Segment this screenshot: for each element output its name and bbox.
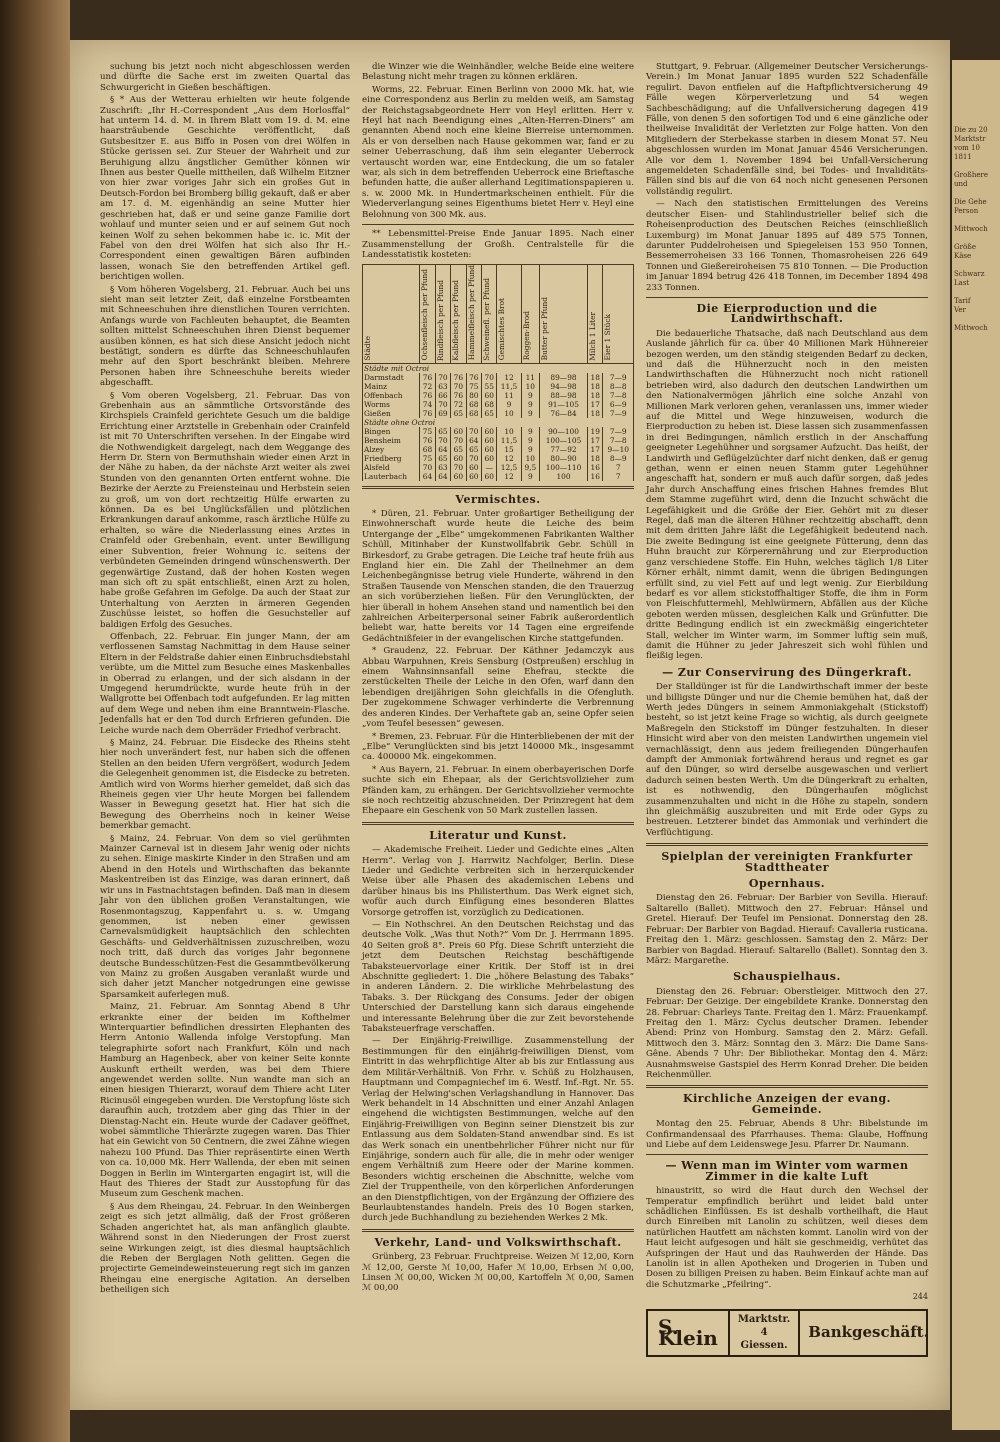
subheading-schauspielhaus: Schauspielhaus.: [733, 970, 841, 984]
paragraph: die Winzer wie die Weinhändler, welche Beide eine weitere Belastung nicht mehr tragen zu können erklären.: [362, 62, 634, 83]
price-cell: 12: [497, 472, 521, 481]
price-table-title: ** Lebensmittel-Preise Ende Januar 1895. Nach einer Zusammenstellung der Großh. Centralstelle für die Landesstatistik kosteten:: [362, 229, 634, 260]
paragraph: Montag den 25. Februar, Abends 8 Uhr: Bibelstunde im Confirmandensaal des Pfarrhauses. Thema: Glaube, Hoffnung und Liebe auf dem Leidenswege Jesu. Pfarrer Dr. Naumann.: [646, 1119, 928, 1150]
paragraph: Dienstag den 26. Februar: Oberstleiger. Mittwoch den 27. Februar: Der Geizige. Der eingebildete Kranke. Donnerstag den 28. Februar: Charleys Tante. Freitag den 1. März: Frauenkampf. Freitag den 1. März: Cyclus deutscher Dramen. Iebender Abend: Prinz von Homburg. Samstag den 2. März: Gefall. Mittwoch den 3. März: Sonntag den 3. März: Die Dame Sans-Gêne. Abends 7 Uhr: Der Bibliothekar. Montag den 4. März: Ausnahmsweise Gastspiel des Herrn Konrad Dreher. Die beiden Reichenmüller.: [646, 986, 928, 1080]
column-header: Städte: [363, 336, 372, 361]
price-cell: 94—98: [540, 382, 588, 391]
price-cell: 60: [466, 472, 481, 481]
price-cell: 65: [481, 409, 496, 418]
price-cell: 68: [481, 400, 496, 409]
city-cell: Bensheim: [363, 436, 420, 445]
price-cell: 9: [497, 400, 521, 409]
section-heading-spielplan: Spielplan der vereinigten Frankfurter Stadttheater: [661, 850, 913, 874]
ad-city: Giessen.: [740, 1340, 788, 1352]
price-cell: 9: [521, 409, 539, 418]
price-cell: 8—9: [603, 454, 634, 463]
price-cell: 12: [497, 454, 521, 463]
price-cell: 65: [451, 445, 466, 454]
column-header: Roggen-Brod: [521, 311, 531, 361]
price-cell: 70: [451, 382, 466, 391]
paragraph: suchung bis jetzt noch nicht abgeschlossen werden und dürfte die Sache erst im zweiten Quartal das Schwurgericht in Gießen beschäftigen.: [100, 62, 350, 93]
price-cell: 7—9: [603, 373, 634, 382]
price-cell: 70: [466, 454, 481, 463]
price-cell: 19: [588, 427, 603, 436]
price-table-header: [363, 265, 634, 363]
price-table: [362, 264, 634, 480]
price-cell: 65: [435, 427, 450, 436]
section-heading-verkehr: Verkehr, Land- und Volkswirthschaft.: [374, 1235, 622, 1249]
price-cell: 18: [588, 409, 603, 418]
price-cell: 80—90: [540, 454, 588, 463]
table-row: [363, 409, 634, 418]
price-cell: 12,5: [497, 463, 521, 472]
paragraph: Mainz, 21. Februar. Am Sonntag Abend 8 Uhr erkrankte einer der beiden im Kofthelmer Winterquartier befindlichen dressirten Elephanten des Herrn Antonio Wallenda infolge Verstopfung. Man telegraphirte sofort nach Frankfurt, Köln und nach Hamburg an Hagenbeck, aber von keiner Seite konnte Auskunft ertheilt werden, was bei dem Thiere angewendet werden sollte. Nun wandte man sich an einen hiesigen Thierarzt, worauf dem Thiere acht Liter Ricinusöl eingegeben wurden. Die Verstopfung löste sich daraufhin auch, trotzdem aber ging das Thier in der Dienstag-Nacht ein. Heute wurde der Cadaver geöffnet, wobei sämmtliche Thierärzte zugegen waren. Das Thier hat ein Gewicht von 50 Centnern, die zwei Zähne wiegen nahezu 100 Pfund. Das Thier repräsentirte einen Werth von ca. 10,000 Mk. Herr Wallenda, der eben mit seinen Doggen in Berlin im Wintergarten engagirt ist, will die Haut des Thieres der Stadt zur Ausstopfung für das Museum zum Geschenk machen.: [100, 1002, 350, 1200]
paragraph: * Aus Bayern, 21. Februar. In einem oberbayerischen Dorfe suchte sich ein Ehepaar, als der Gerichtsvollzieher zum Pfänden kam, zu erhängen. Der Gerichtsvollzieher vermochte sie noch rechtzeitig abzuschneiden. Der Prinzregent hat dem Ehepaare ein Geschenk von 50 Mark zustellen lassen.: [362, 764, 634, 817]
table-row: [363, 373, 634, 382]
price-cell: 10: [497, 427, 521, 436]
price-cell: 6—9: [603, 400, 634, 409]
price-cell: 76: [420, 391, 435, 400]
price-cell: 18: [588, 391, 603, 400]
price-cell: 11,5: [497, 436, 521, 445]
price-cell: 60: [481, 472, 496, 481]
paragraph: Die bedauerliche Thatsache, daß nach Deutschland aus dem Auslande jährlich für ca. über 40 Millionen Mark Hühnereier bezogen werden, um den ständig steigenden Bedarf zu decken, und daß die Hühnerzucht noch in den meisten Landwirthschaften die Hühnerzucht noch nicht rationell betrieben wird, also dadurch den deutschen Landwirthen um den Nationalvermögen jährlich eine solche Anzahl von Millionen Mark verloren gehen, veranlassen uns, immer wieder auf die Mittel und Wege hinzuweisen, wodurch die Eierproduction zu heben ist. Diese lassen sich zusammenfassen in drei Bedingungen, nämlich erstlich in der Anschaffung geeigneter Legehühner und sorgsamer Aufzucht. Das heißt, der Landwirth und Geflügelzüchter darf nicht denken, daß er genug gethan, wenn er einen neuen Stamm guter Legehühner angeschafft hat, sondern er muß auch dafür sorgen, daß jedes Jahr durch Anschaffung eines frischen Hahnes fremdes Blut dem Stamme zugeführt wird, denn die Inzucht schwächt die Legefähigkeit und die Größe der Eier. Gehört mit zu dieser Regel, daß man die älteren Hühner rechtzeitig abschafft, denn mit dem dritten Jahre läßt die Legefähigkeit bedeutend nach. Die zweite Bedingung ist eine geeignete Fütterung, denn das Huhn braucht zur Körperernährung und zur Eierproduction ganz verschiedene Stoffe. Ein Huhn, welches täglich 1/8 Liter Körner erhält, nimmt damit, wenn die übrigen Bedingungen erfüllt sind, zu viel Fett auf und legt wenig. Zur Eierbildung bedarf es vor allem stickstoffhaltiger Stoffe, die ihm in Form von Fleischfuttermehl, Mehlwürmern, Abfällen aus der Küche geboten werden müssen, desgleichen Kalk und Grünfutter. Die dritte Bedingung endlich ist ein zweckmäßig eingerichteter Stall, welcher im Winter warm, im Sommer luftig sein muß, damit die Hühner zu jeder Jahreszeit sich wohl fühlen und fleißig legen.: [646, 328, 928, 662]
price-cell: 9: [521, 472, 539, 481]
table-row-group: [363, 363, 634, 373]
price-cell: 11: [521, 373, 539, 382]
price-cell: 64: [435, 472, 450, 481]
paragraph: § Vom höheren Vogelsberg, 21. Februar. Auch bei uns sieht man seit letzter Zeit, daß einzelne Forstbeamten mit Schneeschuhen ihre dienstlichen Touren verrichten. Anfangs wurde von Fachleuten behauptet, die Beamten sollten mittelst Schneeschuhen ihren Dienst bequemer ausüben können, es hat sich diese Ansicht jedoch nicht bestätigt, sondern es dürfte das Schneeschuhlaufen mehr auf den Sport beschränkt bleiben. Mehrere Personen haben ihre Schneeschuhe bereits wieder abgeschafft.: [100, 284, 350, 389]
price-cell: 77—92: [540, 445, 588, 454]
table-row: [363, 436, 634, 445]
price-cell: 70: [420, 463, 435, 472]
price-cell: 7—9: [603, 427, 634, 436]
price-cell: 9—10: [603, 445, 634, 454]
price-cell: 17: [588, 436, 603, 445]
city-cell: Worms: [363, 400, 420, 409]
paragraph: * Bremen, 23. Februar. Für die Hinterbliebenen der mit der „Elbe“ Verunglückten sind bis jetzt 140000 Mk., insgesammt ca. 400000 Mk. eingekommen.: [362, 731, 634, 763]
price-cell: 12: [497, 373, 521, 382]
price-cell: 60: [466, 463, 481, 472]
price-cell: 100—110: [540, 463, 588, 472]
table-row: [363, 427, 634, 436]
paragraph: Worms, 22. Februar. Einen Berlinn von 2000 Mk. hat, wie eine Correspondenz aus Berlin zu melden weiß, am Samstag der Reichstagsabgeordnete Herr von Heyl erlitten. Herr v. Heyl hat nach Beendigung eines „Alten-Herren-Diners“ am genannten Abend noch eine kleine Bierreise unternommen. Als er von derselben nach Hause gekommen war, fand er zu seiner Ueberraschung, daß ihm sein eleganter Ueberrock vertauscht worden war, eine Entdeckung, die um so fataler war, als sich in dem betreffenden Ueberrock eine Brieftasche befunden hatte, die außer allerhand Legitimationspapieren u. s. w. 2000 Mk. in Hundertmarkscheinen enthielt. Für die Wiederverlangung seines Eigenthums bietet Herr v. Heyl eine Belohnung von 300 Mk. aus.: [362, 84, 634, 220]
paragraph: Der Stalldünger ist für die Landwirthschaft immer der beste und billigste Dünger und nur die Chemie bemühen hat, daß der Werth jedes Düngers in seinem Ammoniakgehalt (Stickstoff) besteht, so ist jetzt keine Frage so wichtig, als durch geeignete Maßregeln den Stickstoff im Dünger festzuhalten. In dieser Hinsicht wird aber von den meisten Landwirthen ungemein viel vernachlässigt, denn aus jedem freiliegenden Düngerhaufen dampft der Ammoniak fortwährend heraus und regnet es gar auf den Dünger, so wird derselbe ausgewaschen und verliert dadurch seinen besten Werth. Um die Düngerkraft zu erhalten, ist es nothwendig, den Düngerhaufen möglichst zusammenzuhalten und nicht in die Höhe zu stapeln, sondern ihn gleichmäßig auszubreiten und mit Erde oder Gyps zu bestreuen. Letzterer bindet das Ammoniak und verhindert die Verflüchtigung.: [646, 682, 928, 838]
price-cell: 65: [451, 409, 466, 418]
price-cell: 11,5: [497, 382, 521, 391]
price-cell: 90—100: [540, 427, 588, 436]
paragraph: § * Aus der Wetterau erhielten wir heute folgende Zuschrift: „Ihr H.-Correspondent „Aus dem Horlosffal“ hat unterm 14. d. M. in Ihrem Blatt vom 19. d. M. eine haarsträubende Geschichte veröffentlicht, daß Gutsbesitzer E. aus Biffo in Posen von drei Wölfen in Stücke gerissen sei. Zur Steuer der Wahrheit und zur Beruhigung allzu ängstlicher Gemüther können wir Ihnen aus bester Quelle mittheilen, daß Wilhelm Eitzner von hier zwar voriges Jahr sich ein großes Gut in Deutsch-Fordon bei Bromberg billig gekauft, daß er aber am 17. d. M. eigenhändig an seine Mutter hier geschrieben hat, daß er und seine ganze Familie dort wohlauf und munter seien und er auf seinem Gut noch keinen Wolf zu sehen bekommen habe ic. ic. Mit der Fabel von den drei Wölfen hat sich also Ihr H.-Correspondent einen gewaltigen Bären aufbinden lassen, wonach Sie den betreffenden Artikel gefl. berichtigen wollen.: [100, 95, 350, 283]
group-label: Städte ohne Octroi: [363, 418, 634, 427]
price-cell: 7: [603, 472, 634, 481]
price-cell: 72: [420, 382, 435, 391]
column-1: [100, 62, 350, 1298]
paragraph: Dienstag den 26. Februar: Der Barbier von Sevilla. Hierauf: Saltarello (Ballet). Mittwoch den 27. Februar: Hänsel und Gretel. Hierauf: Der Teufel im Pensionat. Donnerstag den 28. Februar: Der Barbier von Bagdad. Hierauf: Cavalleria rusticana. Freitag den 1. März: geschlossen. Samstag den 2. März: Der Barbier von Bagdad. Hierauf: Saltarello (Ballet). Sonntag den 3. März: Margarethe.: [646, 893, 928, 966]
price-cell: 17: [588, 400, 603, 409]
subheading-opernhaus: Opernhaus.: [748, 877, 826, 891]
price-cell: 76—84: [540, 409, 588, 418]
column-3: [646, 62, 928, 1363]
price-cell: 75: [420, 454, 435, 463]
price-cell: 68: [420, 445, 435, 454]
price-cell: 9,5: [521, 463, 539, 472]
price-cell: 10: [497, 409, 521, 418]
paragraph: Grünberg, 23 Februar. Fruchtpreise. Weizen ℳ 12,00, Korn ℳ 12,00, Gerste ℳ 10,00, Hafer ℳ 10,00, Erbsen ℳ 0,00, Linsen ℳ 00,00, Wicken ℳ 00,00, Kartoffeln ℳ 0,00, Samen ℳ 00,00: [362, 1252, 634, 1294]
price-cell: 60: [481, 445, 496, 454]
price-cell: 65: [466, 445, 481, 454]
price-cell: 75: [420, 427, 435, 436]
price-cell: 60: [451, 427, 466, 436]
price-cell: 9: [521, 445, 539, 454]
section-heading-kirche: Kirchliche Anzeigen der evang. Gemeinde.: [683, 1092, 891, 1116]
table-row: [363, 472, 634, 481]
price-cell: 9: [521, 391, 539, 400]
price-cell: 68: [466, 409, 481, 418]
paragraph: § Mainz, 24. Februar. Von dem so viel gerühmten Mainzer Carneval ist in diesem Jahr wenig oder nichts zu sehen. Einige maskirte Kinder in den Straßen und am Abend in den Hotels und Wirthschaften das bekannte Maskentreiben ist das Einzige, was daran erinnert, daß wir uns in Fastnachtstagen befinden. Daß man in diesem Jahr von den üblichen großen Veranstaltungen, wie Rosenmontagszug, Kappenfahrt u. s. w. Umgang genommen, ist neben einer gewissen Carnevalsmüdigkeit hauptsächlich den schlechten Geschäfts- und Geldverhältnissen zuzuschreiben, wozu noch tritt, daß durch das voriges Jahr begonnene deutsche Bundesschützen-Fest die Gesammtbevölkerung von Mainz zu großen Ausgaben veranlaßt wurde und sich daher jetzt Mancher notgedrungen eine gewisse Sparsamkeit auferlegen muß.: [100, 833, 350, 1000]
price-cell: 60: [451, 472, 466, 481]
paragraph: § Vom oberen Vogelsberg, 21. Februar. Das von Grebenhain aus an sämmtliche Ortsvorstände des Kirchspiels Crainfeld gerichtete Gesuch um die baldige Errichtung einer Arztstelle in Grebenhain oder Crainfeld ist mit 70 Unterschriften versehen. In der Eingabe wird die Nothwendigkeit dargelegt, nach dem Weggange des Herrn Dr. Stern von Bermuthshain wieder einen Arzt in der Nähe zu haben, da der nächste Arzt weiter als zwei Stunden von den genannten Orten entfernt wohne. Die Bezirke der Aerzte zu Freiensteinau und Herbstein seien zu groß, um von dort rechtzeitig Hülfe erwarten zu können. Da es bei Unglücksfällen und plötzlichen Erkrankungen darauf ankomme, rasch ärztliche Hülfe zu erhalten, so wäre die Niederlassung eines Arztes in Crainfeld oder Grebenhain, event. unter Bewilligung einer Subvention, freier Wohnung ic. seitens der verbündeten Gemeinden dringend wünschenswerth. Der gegenwärtige Zustand, daß der hohen Kosten wegen man sich oft zu spät entschließt, einen Arzt zu holen, habe große Gefahren im Gefolge. Da auch der Staat zur Unterhaltung von Aerzten in ärmeren Gegenden Zuschüsse leistet, so hoffen die Gesuchsteller auf baldigen Erfolg des Gesuches.: [100, 390, 350, 630]
price-cell: 76: [466, 373, 481, 382]
price-cell: 68: [466, 400, 481, 409]
price-cell: 69: [435, 409, 450, 418]
table-row: [363, 445, 634, 454]
price-cell: 7—8: [603, 436, 634, 445]
ad-address: [730, 1311, 800, 1355]
price-cell: 7—8: [603, 391, 634, 400]
adjacent-page-edge: [952, 60, 1000, 1430]
paragraph: — Akademische Freiheit. Lieder und Gedichte eines „Alten Herrn“. Verlag von J. Harrwitz Nachfolger, Berlin. Diese Lieder und Gedichte verbreiten sich in herzerquickender Weise über alle Phasen des akademischen Lebens und darüber hinaus bis ins Philisterthum. Das Werk eignet sich, wofür auch durch Einfügung eines besonderen Blattes Vorsorge getroffen ist, vorzüglich zu Dedicationen.: [362, 845, 634, 918]
city-cell: Bingen: [363, 427, 420, 436]
price-cell: 60: [451, 454, 466, 463]
price-cell: 74: [420, 400, 435, 409]
column-header: Ochsenfleisch per Pfund: [420, 269, 430, 361]
price-cell: 70: [435, 400, 450, 409]
price-cell: 64: [466, 436, 481, 445]
paragraph: § Mainz, 24. Februar. Die Eisdecke des Rheins steht hier noch unverändert fest, nur haben sich die offenen Stellen an den beiden Ufern vergrößert, wodurch Jedem die Gelegenheit genommen ist, die Eisdecke zu betreten. Amtlich wird von Worms hierher gemeldet, daß sich das Rheineis gegen vier Uhr heute Morgen bei fallendem Wasser in Bewegung gesetzt hat. Hier hat sich die Bewegung des Oberrheins noch in keiner Weise bemerkbar gemacht.: [100, 738, 350, 832]
column-header: Milch 1 Liter: [588, 311, 598, 361]
price-cell: 10: [521, 454, 539, 463]
paragraph: § Aus dem Rheingau, 24. Februar. In den Weinbergen zeigt es sich jetzt allmälig, daß der Frost größeren Schaden angerichtet hat, als man anfänglich glaubte. Während sonst in den Niederungen der Frost zuerst seine Wirkungen zeigt, ist dies diesmal hauptsächlich die Reben der Berglagen Noth gelitten. Gegen die projectirte Gemeindeweinsteuerung regt sich im ganzen Rheingau eine energische Agitation. An derselben betheiligen sich: [100, 1201, 350, 1296]
price-cell: 65: [435, 454, 450, 463]
price-cell: 63: [435, 382, 450, 391]
price-cell: 80: [466, 391, 481, 400]
divider: [646, 297, 928, 298]
adjacent-page-text: Die zu 20 Marktstr vom 10 1811 Großhere und Die Gehe Person Mittwoch Größe Käse Schwarz Last Tarif Ver Mittwoch: [954, 126, 988, 332]
price-cell: 76: [451, 391, 466, 400]
ad-street: Marktstr. 4: [737, 1314, 791, 1339]
price-cell: 76: [420, 373, 435, 382]
divider: [362, 486, 634, 489]
price-cell: 89—98: [540, 373, 588, 382]
column-2: [362, 62, 634, 1296]
ad-name: S. Klein: [648, 1311, 730, 1355]
price-cell: 76: [420, 436, 435, 445]
table-row: [363, 391, 634, 400]
price-cell: 63: [435, 463, 450, 472]
price-cell: 66: [435, 391, 450, 400]
city-cell: Lauterbach: [363, 472, 420, 481]
page-number: 244: [912, 1292, 928, 1302]
table-row-group: [363, 418, 634, 427]
price-cell: 64: [420, 472, 435, 481]
price-cell: 70: [481, 373, 496, 382]
price-cell: 18: [588, 373, 603, 382]
price-cell: 18: [588, 454, 603, 463]
city-cell: Mainz: [363, 382, 420, 391]
column-header: Schweinefl. per Pfund: [481, 277, 491, 361]
price-cell: 18: [588, 382, 603, 391]
city-cell: Alzey: [363, 445, 420, 454]
divider: [646, 1085, 928, 1088]
price-cell: 55: [481, 382, 496, 391]
divider: [362, 1229, 634, 1232]
city-cell: Gießen: [363, 409, 420, 418]
paragraph: — Ein Nothschrei. An den Deutschen Reichstag und das deutsche Volk. „Was thut Noth?“ Vom Dr. J. Herrmann 1895. 40 Seiten groß 8°. Preis 60 Pfg. Diese Schrift unterzieht die jetzt dem Deutschen Reichstag beschäftigende Tabaksteuervorlage einer Kritik. Der Stoff ist in drei Abschnitte gegliedert: 1. Die „höhere Belastung des Tabaks“ in anderen Ländern. 2. Die wirkliche Mehrbelastung des Tabaks. 3. Der Rückgang des Consums. Jeder der obigen Unterschied der Darstellung kann sich daraus eingehende und interessante Belehrung über die zur Zeit bevorstehende Tabaksteuerfrage verschaffen.: [362, 920, 634, 1035]
price-cell: 7: [603, 463, 634, 472]
price-cell: —: [481, 463, 496, 472]
price-cell: 70: [435, 373, 450, 382]
column-header: Hammelfleisch per Pfund: [466, 265, 476, 361]
paragraph: Offenbach, 22. Februar. Ein junger Mann, der am verflossenen Samstag Nachmittag in dem Hause seiner Eltern in der Feldstraße dahier einen Einbruchsdiebstahl verübte, um die Mittel zum Besuche eines Maskenballes in Oberrad zu erlangen, und der sich alsdann in der Umgegend herumdrückte, wurde heute früh in der Wallgrotte bei Offenbach todt aufgefunden. Er lag mitten auf dem Wege und neben ihm eine Branntwein-Flasche. Jedenfalls hat er den Tod durch Erfrieren gefunden. Die Leiche wurde nach dem Oberräder Friedhof verbracht.: [100, 631, 350, 736]
group-label: Städte mit Octroi: [363, 363, 634, 373]
price-cell: 7—9: [603, 409, 634, 418]
column-header: Kalbfleisch per Pfund: [451, 279, 461, 361]
paragraph: hinaustritt, so wird die Haut durch den Wechsel der Temperatur empfindlich berührt und leidet bald unter schädlichen Einflüssen. Es ist deshalb vortheilhaft, die Haut durch Einreiben mit Lanolin zu schützen, weil dieses dem natürlichen Hautfett am nächsten kommt. Lanolin wird von der Haut leicht aufgesogen und hält sie geschmeidig, verhütet das Aufspringen der Haut und das Rauhwerden der Hände. Das Lanolin ist in allen Apotheken und Drogerien in Tuben und Dosen zu billigen Preisen zu haben. Beim Einkauf achte man auf die Schutzmarke „Pfeilring“.: [646, 1186, 928, 1290]
price-cell: 70: [451, 436, 466, 445]
paragraph: Stuttgart, 9. Februar. (Allgemeiner Deutscher Versicherungs-Verein.) Im Monat Januar 1895 wurden 522 Schadenfälle regulirt. Davon entfielen auf die Haftpflichtversicherung 49 Fälle wegen Körperverletzung und 54 wegen Sachbeschädigung; auf die Unfallversicherung dagegen 419 Fälle, von denen 5 den sofortigen Tod und 6 eine gänzliche oder theilweise Invalidität der Verletzten zur Folge hatten. Von den Mitgliedern der Sterbekasse starben in diesem Monat 57. Neu abgeschlossen wurden im Monat Januar 4546 Versicherungen. Alle vor dem 1. November 1894 bei Unfall-Versicherung angemeldeten Schadenfälle sind, bei Todes- und Invaliditäts-Fällen sind bis auf die von 64 noch nicht genesenen Personen vollständig regulirt.: [646, 62, 928, 197]
divider: [646, 1154, 928, 1155]
article-heading-winter: — Wenn man im Winter vom warmen Zimmer in die kalte Luft: [665, 1159, 909, 1183]
city-cell: Alsfeld: [363, 463, 420, 472]
price-cell: 17: [588, 445, 603, 454]
price-cell: 70: [435, 436, 450, 445]
book-binding: [0, 0, 70, 1442]
price-cell: 91—105: [540, 400, 588, 409]
city-cell: Friedberg: [363, 454, 420, 463]
divider: [362, 822, 634, 825]
price-cell: 60: [481, 454, 496, 463]
city-cell: Darmstadt: [363, 373, 420, 382]
paragraph: — Nach den statistischen Ermittelungen des Vereins deutscher Eisen- und Stahlindustrieller belief sich die Roheisenproduction des Deutschen Reiches (einschließlich Luxemburg) im Monat Januar 1895 auf 489 575 Tonnen, darunter Puddelroheisen und Spiegeleisen 153 950 Tonnen, Bessemerroheisen 33 166 Tonnen, Thomasroheisen 226 649 Tonnen und Gießereiroheisen 75 810 Tonnen. — Die Production im Januar 1894 betrug 426 418 Tonnen, im December 1894 498 233 Tonnen.: [646, 199, 928, 293]
table-row: [363, 463, 634, 472]
price-cell: 100: [540, 472, 588, 481]
price-cell: 9: [521, 436, 539, 445]
divider: [362, 224, 634, 225]
divider: [646, 843, 928, 846]
price-table-body: [363, 363, 634, 481]
price-cell: 60: [481, 391, 496, 400]
paragraph: — Der Einjährig-Freiwillige. Zusammenstellung der Bestimmungen für den einjährig-freiwilligen Dienst, vom Eintritt in das wehrpflichtige Alter ab bis zur Entlassung aus dem Militär-Verhältniß. Von Frhr. v. Schüß zu Holzhausen, Hauptmann und Compagniechef im 6. Westf. Inf.-Rgt. Nr. 55. Verlag der Helwing'schen Verlagshandlung in Hannover. Das Werk behandelt in 14 Abschnitten und einer Anzahl Anlagen eingehend die wichtigsten Bestimmungen, welche auf den Einjährig-Freiwilligen von Beginn seiner Dienstzeit bis zur Entlassung aus dem Soldaten-Stand anwendbar sind. Es ist das Werk sonach ein unentbehrlicher Führer nicht nur für Einjährige, sondern auch für alle, die in mehr oder weniger engem Verhältniß zum Heere oder der Marine kommen. Besonders wichtig erscheinen die Abschnitte, welche vom Ziel der Truppentheile, von den körperlichen Anforderungen an den Dienstpflichtigen, von der Ergänzung der Offiziere des Beurlaubtenstandes handeln. Preis des 10 Bogen starken, durch jede Buchhandlung zu beziehenden Werkes 2 Mk.: [362, 1036, 634, 1224]
price-cell: 8—8: [603, 382, 634, 391]
table-row: [363, 382, 634, 391]
table-row: [363, 454, 634, 463]
price-cell: 76: [420, 409, 435, 418]
price-cell: 70: [451, 463, 466, 472]
price-cell: 64: [435, 445, 450, 454]
price-cell: 70: [466, 427, 481, 436]
price-cell: 88—98: [540, 391, 588, 400]
article-heading-dung: — Zur Conservirung des Düngerkraft.: [662, 665, 912, 679]
article-heading-eier: Die Eierproduction und die Landwirthschaft.: [696, 301, 878, 326]
price-cell: 15: [497, 445, 521, 454]
section-heading-vermischtes: Vermischtes.: [455, 492, 541, 506]
price-cell: 11: [497, 391, 521, 400]
table-row: [363, 400, 634, 409]
price-cell: 60: [481, 436, 496, 445]
section-heading-literatur: Literatur und Kunst.: [429, 828, 567, 842]
price-cell: 60: [481, 427, 496, 436]
price-cell: 10: [521, 382, 539, 391]
advertisement-klein: [646, 1309, 928, 1357]
ad-business: Bankgeschäft.: [808, 1323, 929, 1342]
price-cell: 16: [588, 463, 603, 472]
price-cell: 9: [521, 400, 539, 409]
price-cell: 76: [451, 373, 466, 382]
price-cell: 75: [466, 382, 481, 391]
column-header: Butter per Pfund: [540, 297, 549, 361]
price-cell: 16: [588, 472, 603, 481]
column-header: Rindfleisch per Pfund: [435, 279, 445, 361]
column-header: Gemischtes Brot: [497, 298, 507, 361]
paragraph: * Graudenz, 22. Februar. Der Käthner Jedamczyk aus Abbau Warpuhnen, Kreis Sensburg (Ostpreußen) erschlug in einem Wahnsinnsanfall seine Ehefrau, steckte die zerstückelten Theile der Leiche in den Ofen, warf dann den lebendigen dreijährigen Sohn gleichfalls in die Ofengluth. Der zugekommene Schwager verhinderte die Verbrennung des anderen Kindes. Der Verhaftete gab an, seine Opfer seien „vom Teufel besessen“ gewesen.: [362, 646, 634, 730]
price-cell: 100—105: [540, 436, 588, 445]
column-header: Eier 1 Stück: [603, 314, 613, 361]
price-cell: 72: [451, 400, 466, 409]
paragraph: * Düren, 21. Februar. Unter großartiger Betheiligung der Einwohnerschaft wurde heute die Leiche des beim Untergange der „Elbe“ umgekommenen Fabrikanten Walther Schüll, Mitinhaber der Kunstwollfabrik Gebr. Schüll in Birkesdorf, zu Grabe getragen. Die Leiche traf heute früh aus England hier ein. Die Zahl der Theilnehmer an dem Leichenbegängnisse betrug viele Hunderte, während in den Straßen Tausende von Menschen standen, die den Trauerzug an sich vorüberziehen ließen. Für den Verunglückten, der hier überall in hohem Ansehen stand und namentlich bei den zahlreichen Arbeiterpersonal seiner Fabrik außerordentlich beliebt war, hatte bereits vor 14 Tagen eine ergreifende Gedächtnißfeier in der evangelischen Kirche stattgefunden.: [362, 508, 634, 644]
price-cell: 9: [521, 427, 539, 436]
city-cell: Offenbach: [363, 391, 420, 400]
